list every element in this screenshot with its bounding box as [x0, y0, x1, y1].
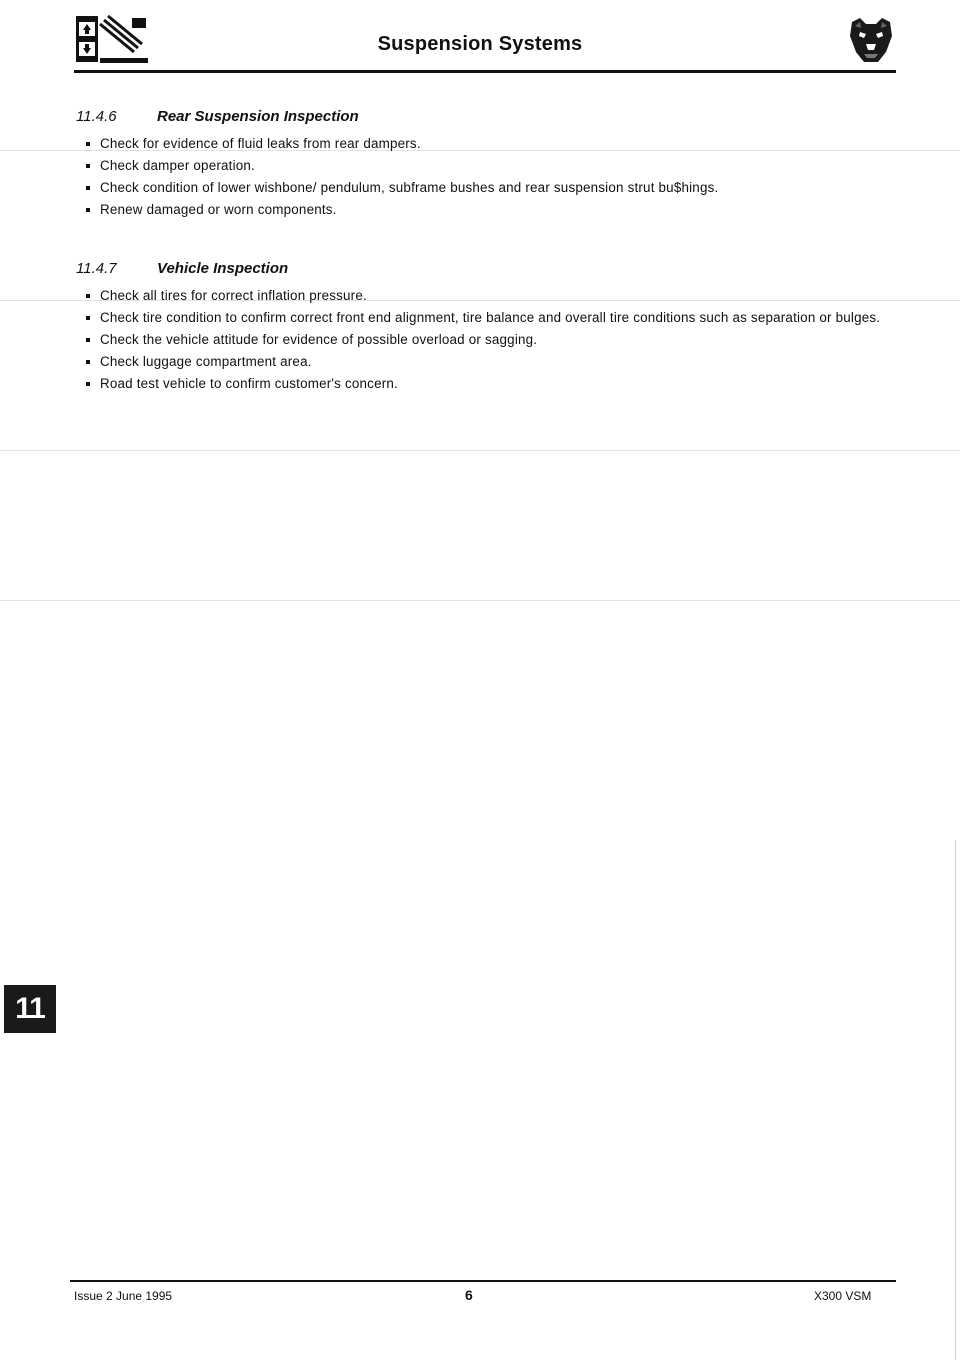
section-heading: [76, 108, 896, 128]
scan-edge: [955, 840, 956, 1360]
section-number: 11.4.6: [76, 108, 117, 125]
list-item: Check for evidence of fluid leaks from rear dampers.: [76, 137, 896, 151]
section-title: Vehicle Inspection: [157, 260, 289, 277]
header-rule: [74, 70, 896, 73]
section-heading: [76, 260, 896, 280]
section-number: 11.4.7: [76, 260, 117, 277]
list-item: Check damper operation.: [76, 159, 896, 173]
scan-line: [0, 600, 960, 601]
manual-code: X300 VSM: [814, 1289, 872, 1303]
list-item: Renew damaged or worn components.: [76, 203, 896, 217]
section-rear-suspension-inspection: [76, 108, 896, 225]
page-title: Suspension Systems: [377, 33, 583, 55]
page-number: 6: [465, 1287, 473, 1303]
list-item: Road test vehicle to confirm customer's concern.: [76, 377, 896, 391]
scan-line: [0, 450, 960, 451]
section-vehicle-inspection: [76, 260, 896, 399]
section-title: Rear Suspension Inspection: [157, 108, 359, 125]
list-item: Check condition of lower wishbone/ pendulum, subframe bushes and rear suspension strut bu$hings.: [76, 181, 896, 195]
bullet-list: [76, 137, 896, 217]
bullet-list: [76, 289, 896, 391]
chapter-tab: 11: [4, 985, 56, 1033]
list-item: Check tire condition to confirm correct front end alignment, tire balance and overall tire conditions such as separation or bulges.: [76, 311, 896, 325]
issue-date: Issue 2 June 1995: [74, 1289, 173, 1303]
list-item: Check the vehicle attitude for evidence of possible overload or sagging.: [76, 333, 896, 347]
list-item: Check luggage compartment area.: [76, 355, 896, 369]
footer-rule: [70, 1280, 896, 1282]
list-item: Check all tires for correct inflation pressure.: [76, 289, 896, 303]
jaguar-head-logo: [848, 16, 894, 66]
